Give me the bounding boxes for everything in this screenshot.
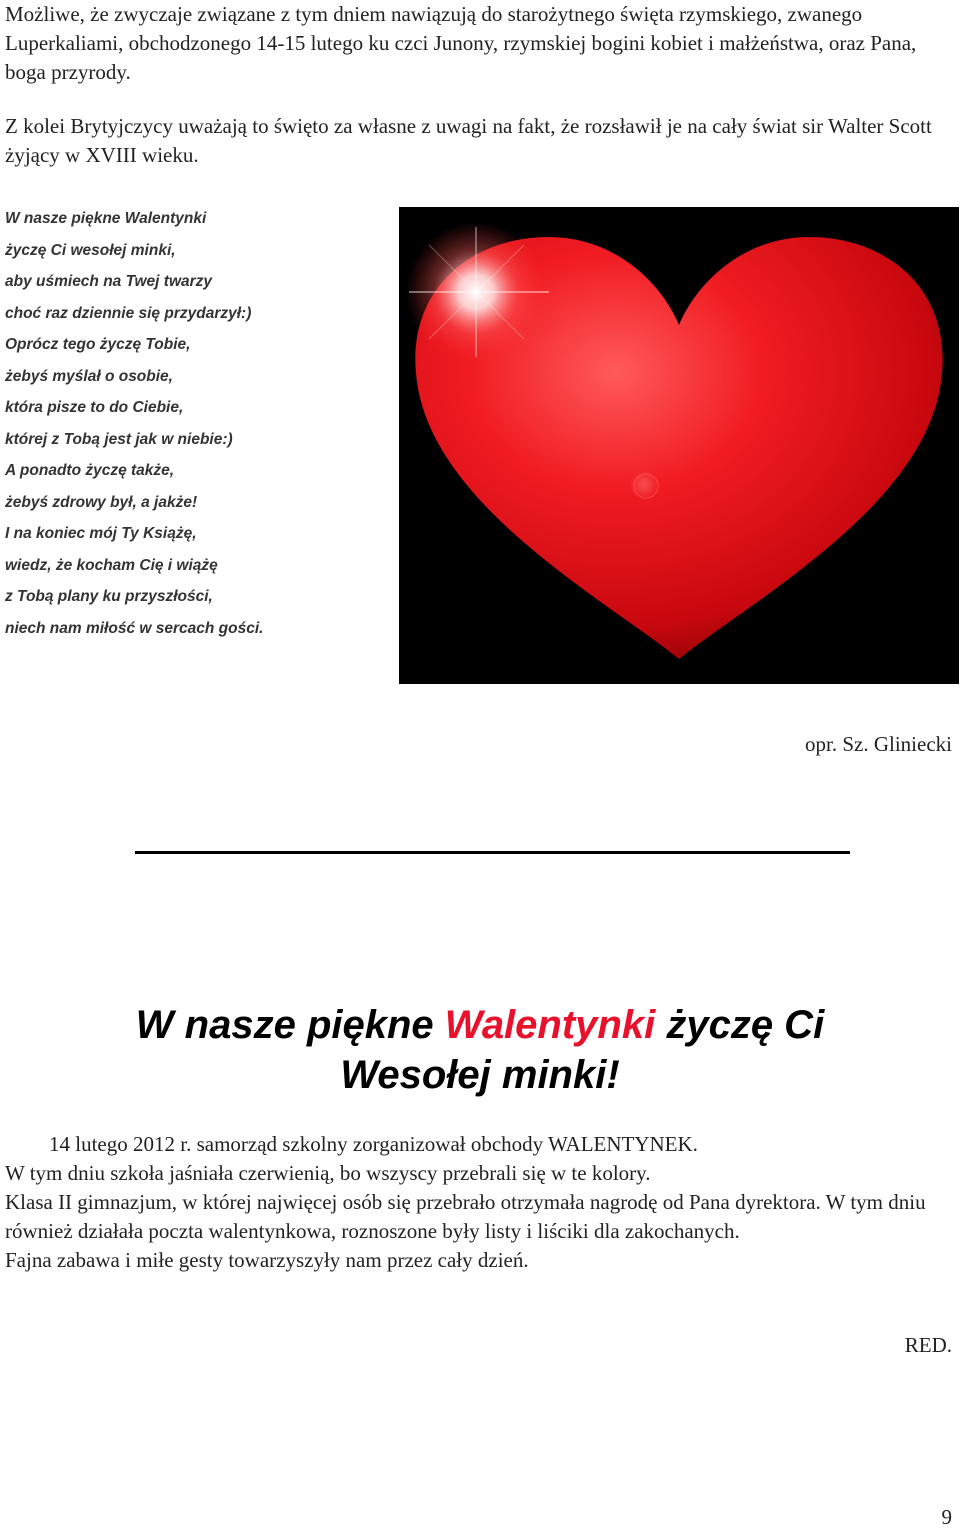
poem-line: W nasze piękne Walentynki xyxy=(5,210,207,227)
headline xyxy=(0,1000,960,1100)
headline-text: życzę Ci xyxy=(655,1003,825,1047)
report-line: W tym dniu szkoła jaśniała czerwienią, bo wszyscy przebrali się w te kolory. xyxy=(5,1161,651,1185)
poem-line: aby uśmiech na Twej twarzy xyxy=(5,273,213,290)
poem-line: choć raz dziennie się przydarzył:) xyxy=(5,304,252,322)
intro-paragraph: Możliwe, że zwyczaje związane z tym dniem nawiązują do starożytnego święta rzymskiego, zwanego Luperkaliami, obchodzonego 14-15 lutego ku czci Junony, rzymskiej bogini kobiet i małżeństwa, oraz Pana, boga przyrody. xyxy=(5,2,917,84)
poem-line: I na koniec mój Ty Książę, xyxy=(5,525,197,542)
heart-image xyxy=(399,207,959,684)
poem-line: życzę Ci wesołej minki, xyxy=(5,241,176,259)
poem-line: z Tobą plany ku przyszłości, xyxy=(5,588,213,605)
report-line: Fajna zabawa i miłe gesty towarzyszyły nam przez cały dzień. xyxy=(5,1248,529,1272)
poem-line: która pisze to do Ciebie, xyxy=(5,399,184,416)
poem-line: żebyś zdrowy był, a jakże! xyxy=(5,493,198,511)
poem-line: Oprócz tego życzę Tobie, xyxy=(5,336,191,353)
valentine-poem xyxy=(5,207,385,648)
author-signature: opr. Sz. Gliniecki xyxy=(805,732,952,756)
event-report xyxy=(5,1130,950,1275)
poem-line: której z Tobą jest jak w niebie:) xyxy=(5,430,233,448)
poem-line: wiedz, że kocham Cię i wiążę xyxy=(5,556,218,574)
divider xyxy=(135,851,850,854)
heart-icon xyxy=(399,207,959,684)
report-line: 14 lutego 2012 r. samorząd szkolny zorganizował obchody WALENTYNEK. xyxy=(49,1132,698,1156)
intro-paragraph: Z kolei Brytyjczycy uważają to święto za własne z uwagi na fakt, że rozsławił je na cały świat sir Walter Scott żyjący w XVIII wieku. xyxy=(5,114,932,167)
poem-line: A ponadto życzę także, xyxy=(5,462,175,479)
headline-text: Wesołej minki! xyxy=(340,1053,620,1097)
poem-line: żebyś myślał o osobie, xyxy=(5,367,173,385)
editorial-signature: RED. xyxy=(904,1333,952,1357)
headline-text: W nasze piękne xyxy=(135,1003,445,1047)
headline-accent: Walentynki xyxy=(444,1003,656,1047)
poem-line: niech nam miłość w sercach gości. xyxy=(5,619,264,637)
report-line: Klasa II gimnazjum, w której najwięcej osób się przebrało otrzymała nagrodę od Pana dyrektora. W tym dniu również działała poczta walentynkowa, roznoszone były listy i liściki dla zakochanych. xyxy=(5,1190,926,1243)
page-number: 9 xyxy=(941,1505,952,1529)
